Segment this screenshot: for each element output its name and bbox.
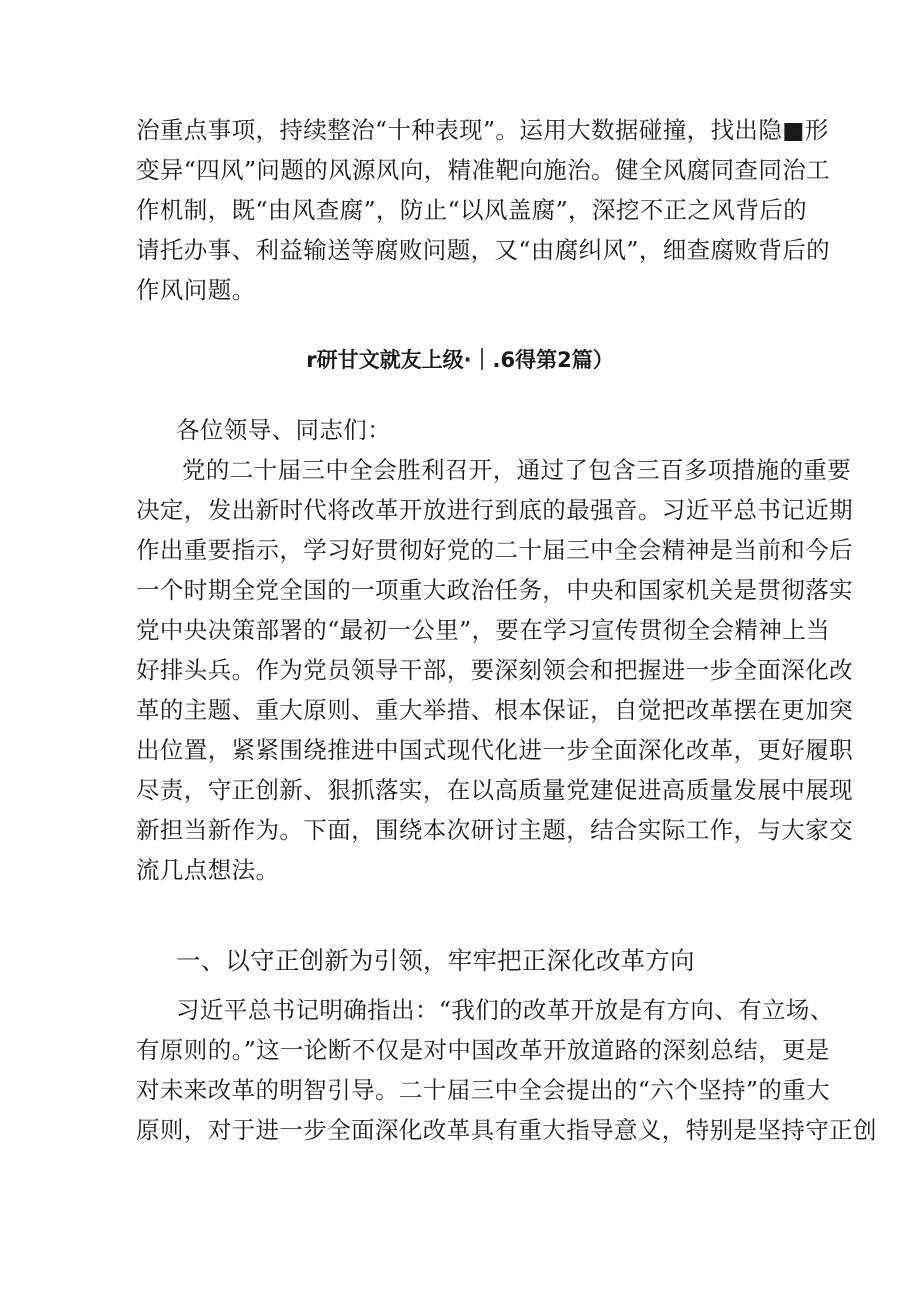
text-line: 习近平总书记明确指出：“我们的改革开放是有方向、有立场、 <box>176 996 834 1024</box>
section-title-number: 6 <box>500 348 516 372</box>
text-line: 原则，对于进一步全面深化改革具有重大指导意义，特别是坚持守正创 <box>136 1116 877 1144</box>
section-title-part: r研甘文就友上级·｜. <box>306 348 501 372</box>
text-line: 对未来改革的明智引导。二十届三中全会提出的“六个坚持”的重大 <box>136 1076 831 1104</box>
section-title-part: 得第 <box>515 348 558 372</box>
salutation: 各位领导、同志们： <box>176 416 392 444</box>
text-line: 出位置，紧紧围绕推进中国式现代化进一步全面深化改革，更好履职 <box>136 736 853 764</box>
text-line: 党的二十届三中全会胜利召开，通过了包含三百多项措施的重要 <box>182 456 852 484</box>
section-title-number: 2 <box>557 348 572 372</box>
text-line: 流几点想法。 <box>136 856 280 884</box>
section-title-part: 篇） <box>571 348 614 372</box>
text-line: 一个时期全党全国的一项重大政治任务，中央和国家机关是贯彻落实 <box>136 576 853 604</box>
text-line: 请托办事、利益输送等腐败问题，又“由腐纠风”，细查腐败背后的 <box>136 236 831 264</box>
text-line: 好排头兵。作为党员领导干部，要深刻领会和把握进一步全面深化改 <box>136 656 853 684</box>
text-line: 变异“四风”问题的风源风向，精准靶向施治。健全风腐同查同治工 <box>136 156 831 184</box>
text-line: 新担当新作为。下面，围绕本次研讨主题，结合实际工作，与大家交 <box>136 816 853 844</box>
section-title <box>0 345 920 375</box>
text-line: 作机制，既“由风查腐”，防止“以风盖腐”，深挖不正之风背后的 <box>136 196 808 224</box>
text-line: 作风问题。 <box>136 276 256 304</box>
text-line: 尽责，守正创新、狠抓落实，在以高质量党建促进高质量发展中展现 <box>136 776 853 804</box>
text-line: 决定，发出新时代将改革开放进行到底的最强音。习近平总书记近期 <box>136 496 853 524</box>
text-line: 党中央决策部署的“最初一公里”，要在学习宣传贯彻全会精神上当 <box>136 616 831 644</box>
text-line: 革的主题、重大原则、重大举措、根本保证，自觉把改革摆在更加突 <box>136 696 853 724</box>
text-line: 有原则的。”这一论断不仅是对中国改革开放道路的深刻总结，更是 <box>136 1036 830 1064</box>
text-line: 作出重要指示，学习好贯彻好党的二十届三中全会精神是当前和今后 <box>136 536 853 564</box>
section-heading: 一、以守正创新为引领，牢牢把正深化改革方向 <box>176 946 695 975</box>
text-line: 治重点事项，持续整治“十种表现”。运用大数据碰撞，找出隐■形 <box>136 116 829 144</box>
